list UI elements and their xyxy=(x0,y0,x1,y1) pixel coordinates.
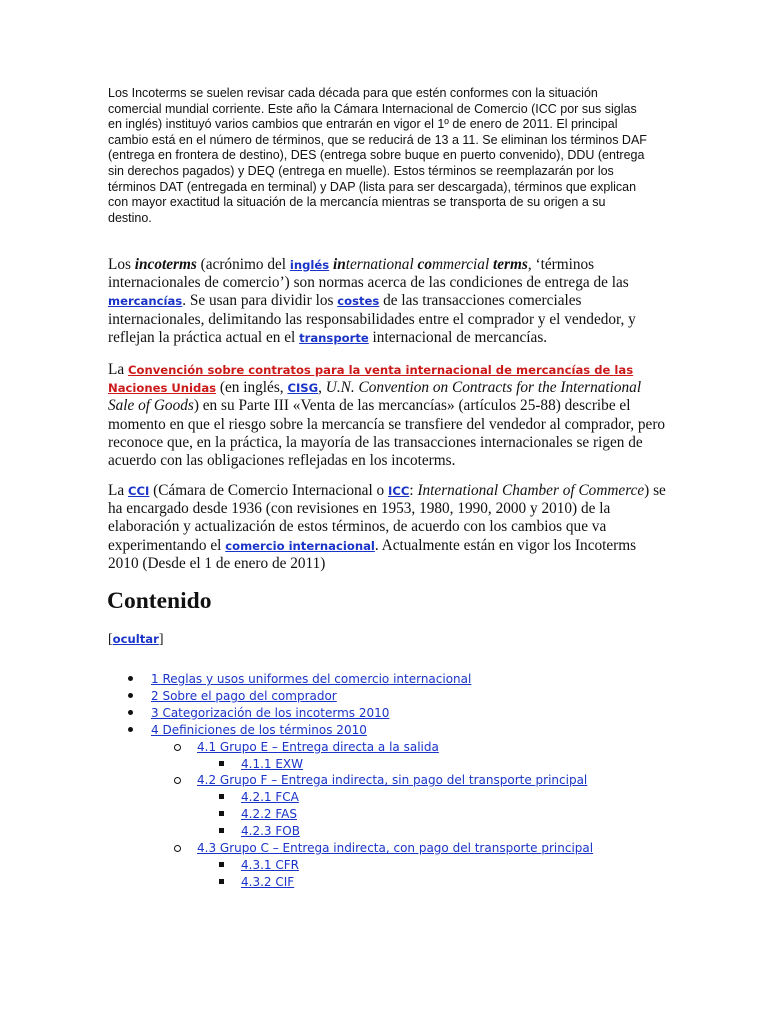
intro-paragraph: Los Incoterms se suelen revisar cada década para que estén conformes con la situación comercial mundial corriente. Este año la Cámara Internacional de Comercio (ICC por sus siglas en inglés) instituyó varios cambios que entrarán en vigor el 1º de enero de 2011. El principal cambio está en el número de términos, que se reducirá de 13 a 11. Se eliminan los términos DAF (entrega en frontera de destino), DES (entrega sobre buque en puerto convenido), DDU (entrega sin derechos pagados) y DEQ (entrega en muelle). Estos términos se reemplazarán por los términos DAT (entregada en terminal) y DAP (lista para ser descargada), términos que explican con mayor exactitud la situación de la mercancía mientras se transporta de su origen a su destino. xyxy=(108,86,647,225)
toc-item xyxy=(241,856,299,873)
text: terms xyxy=(493,256,528,273)
toc-link[interactable]: 3 Categorización de los incoterms 2010 xyxy=(151,706,390,720)
text: La xyxy=(108,482,128,499)
toc-item xyxy=(151,687,337,704)
bullet-icon xyxy=(128,676,133,681)
link-mercancias[interactable]: mercancías xyxy=(108,294,183,309)
square-bullet-icon xyxy=(219,811,224,816)
toc-item xyxy=(241,755,303,772)
hollow-bullet-icon xyxy=(174,845,181,852)
text: , xyxy=(318,379,326,397)
text: internacional de mercancías. xyxy=(368,328,548,346)
toc-item xyxy=(241,805,297,822)
toc-item xyxy=(241,788,299,805)
text: . Se usan para dividir los xyxy=(182,292,338,310)
square-bullet-icon xyxy=(219,828,224,833)
toc-item xyxy=(241,822,300,839)
toc-link[interactable]: 1 Reglas y usos uniformes del comercio internacional xyxy=(151,672,472,686)
toc-item xyxy=(197,839,593,856)
text: (acrónimo del xyxy=(196,256,290,273)
toc-item xyxy=(151,721,367,738)
hide-toggle-link[interactable]: ocultar xyxy=(112,632,159,646)
text: La xyxy=(108,361,128,378)
toc-link[interactable]: 4.3 Grupo C – Entrega indirecta, con pago del transporte principal xyxy=(197,841,594,855)
link-convencion[interactable]: Convención sobre contratos para la venta internacional de mercancías de las Naciones Unidas xyxy=(108,363,634,396)
square-bullet-icon xyxy=(219,794,224,799)
toc-item xyxy=(197,738,439,755)
hollow-bullet-icon xyxy=(174,744,181,751)
link-cci[interactable]: CCI xyxy=(127,484,150,498)
toc-link[interactable]: 4.3.2 CIF xyxy=(241,875,295,889)
hollow-bullet-icon xyxy=(174,777,181,784)
text: ) se ha encargado desde 1936 (con revisiones en 1953, 1980, 1990, 2000 y 2010) de la elaboración y actualización de estos términos, de acuerdo con los cambios que va experimentando el xyxy=(108,482,666,554)
text: co xyxy=(417,256,432,273)
paragraph-cci xyxy=(108,482,668,573)
link-cisg[interactable]: CISG xyxy=(287,381,319,396)
square-bullet-icon xyxy=(219,761,224,766)
link-costes[interactable]: costes xyxy=(337,294,380,309)
text: : xyxy=(409,482,418,499)
toc-link[interactable]: 4 Definiciones de los términos 2010 xyxy=(151,723,367,737)
text-italic: U.N. Convention on Contracts for the International Sale of Goods xyxy=(108,379,642,415)
toc-link[interactable]: 4.2.1 FCA xyxy=(241,790,299,804)
text-italic: International Chamber of Commerce xyxy=(417,482,645,499)
toc-link[interactable]: 2 Sobre el pago del comprador xyxy=(151,689,337,703)
toc-item xyxy=(197,771,587,788)
toc-item xyxy=(241,873,294,890)
toc-link[interactable]: 4.2 Grupo F – Entrega indirecta, sin pago del transporte principal xyxy=(197,773,588,787)
link-comercio-internacional[interactable]: comercio internacional xyxy=(225,538,375,553)
bullet-icon xyxy=(128,727,133,732)
text: (Cámara de Comercio Internacional o xyxy=(149,482,389,499)
text: in xyxy=(332,256,346,273)
text: Los xyxy=(108,256,135,273)
toc-link[interactable]: 4.3.1 CFR xyxy=(241,858,299,872)
contents-toggle xyxy=(108,632,164,648)
paragraph-definition xyxy=(108,256,668,347)
text: ) en su Parte III «Venta de las mercancías» (artículos 25-88) describe el momento en que el riesgo sobre la mercancía se transfiere del vendedor al comprador, pero reconoce que, en la práctica, la mayoría de las transacciones internacionales se rigen de acuerdo con las obligaciones reflejadas en los incoterms. xyxy=(108,397,666,470)
bullet-icon xyxy=(128,693,133,698)
toc-link[interactable]: 4.1.1 EXW xyxy=(241,757,304,771)
bracket: ] xyxy=(158,632,164,647)
link-transporte[interactable]: transporte xyxy=(299,330,369,345)
text: . Actualmente están en vigor los Incoterms 2010 (Desde el 1 de enero de 2011) xyxy=(108,536,637,572)
toc-item xyxy=(151,704,389,721)
text: (en inglés, xyxy=(216,379,288,397)
text: mmercial xyxy=(431,256,494,273)
link-icc[interactable]: ICC xyxy=(388,484,410,498)
text: ternational xyxy=(345,256,418,273)
contents-heading: Contenido xyxy=(107,588,212,614)
link-ingles[interactable]: inglés xyxy=(289,258,330,272)
toc-link[interactable]: 4.2.2 FAS xyxy=(241,807,297,821)
term-incoterms: incoterms xyxy=(134,256,197,273)
paragraph-convention xyxy=(108,361,668,470)
text: de las transacciones comerciales internacionales, delimitando las responsabilidades entre el comprador y el vendedor, y reflejan la práctica actual en el xyxy=(108,292,636,346)
toc-link[interactable]: 4.2.3 FOB xyxy=(241,824,300,838)
text: , ‘términos internacionales de comercio’) son normas acerca de las condiciones de entrega de las xyxy=(108,256,629,292)
bullet-icon xyxy=(128,710,133,715)
square-bullet-icon xyxy=(219,862,224,867)
bracket: [ xyxy=(108,632,113,647)
toc-link[interactable]: 4.1 Grupo E – Entrega directa a la salida xyxy=(197,740,439,754)
square-bullet-icon xyxy=(219,879,224,884)
toc-item xyxy=(151,670,471,687)
